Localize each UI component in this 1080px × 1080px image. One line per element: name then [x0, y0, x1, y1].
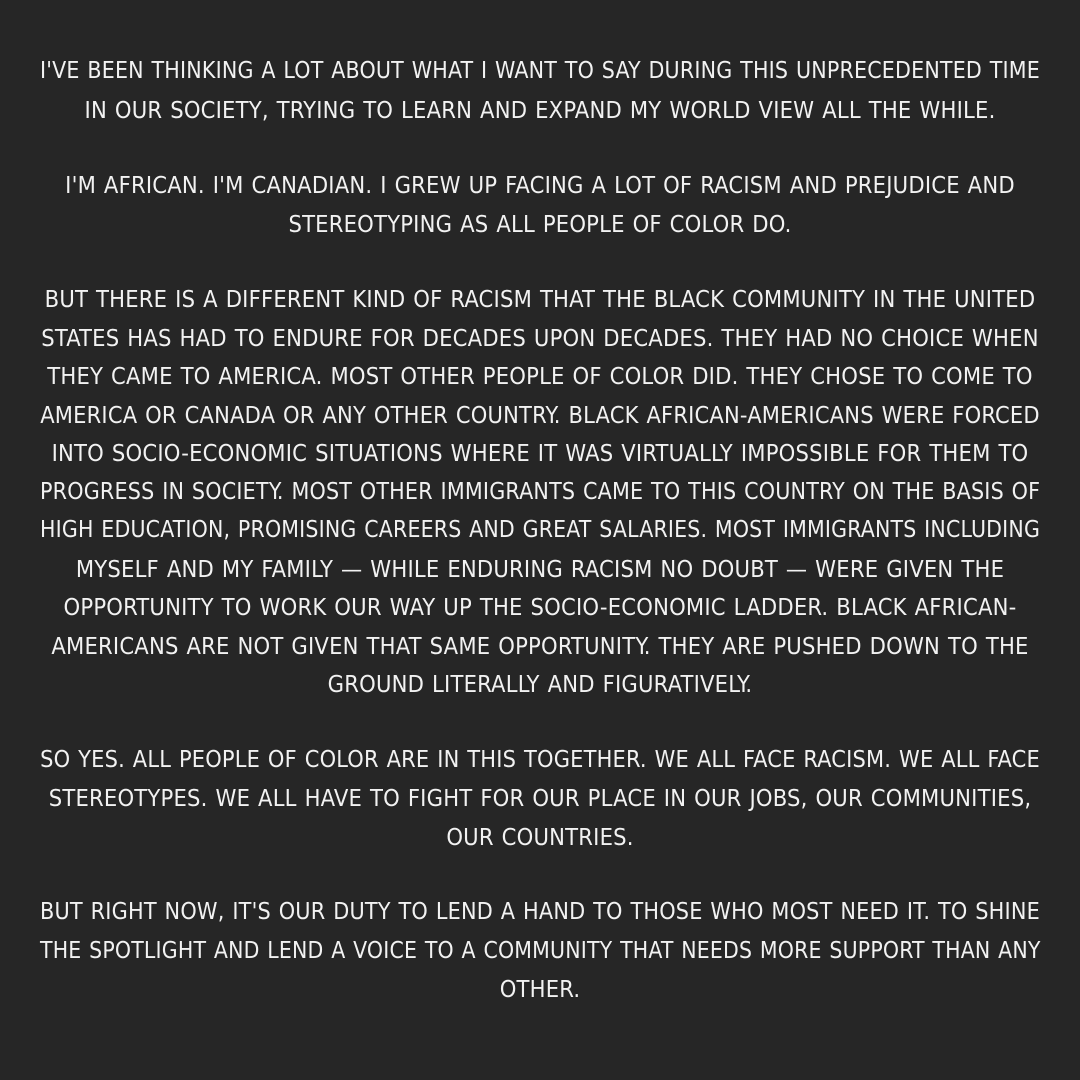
statement-paragraph: [40, 893, 1040, 1009]
statement-line: AMERICANS ARE NOT GIVEN THAT SAME OPPORTUNITY. THEY ARE PUSHED DOWN TO THE: [51, 631, 1029, 660]
statement-paragraph: [40, 280, 1040, 704]
statement-line: IN OUR SOCIETY, TRYING TO LEARN AND EXPAND MY WORLD VIEW ALL THE WHILE.: [84, 95, 996, 124]
statement-paragraph: [40, 52, 1040, 129]
statement-line: BUT THERE IS A DIFFERENT KIND OF RACISM THAT THE BLACK COMMUNITY IN THE UNITED: [44, 285, 1036, 313]
statement-line: STEREOTYPING AS ALL PEOPLE OF COLOR DO.: [288, 209, 792, 238]
statement-line: THE SPOTLIGHT AND LEND A VOICE TO A COMMUNITY THAT NEEDS MORE SUPPORT THAN ANY: [40, 937, 1041, 964]
statement-line: THEY CAME TO AMERICA. MOST OTHER PEOPLE OF COLOR DID. THEY CHOSE TO COME TO: [47, 362, 1033, 390]
statement-line: MYSELF AND MY FAMILY — WHILE ENDURING RACISM NO DOUBT — WERE GIVEN THE: [75, 554, 1005, 583]
statement-paragraph: [40, 741, 1040, 857]
statement-line: STATES HAS HAD TO ENDURE FOR DECADES UPON DECADES. THEY HAD NO CHOICE WHEN: [41, 323, 1039, 352]
statement-line: HIGH EDUCATION, PROMISING CAREERS AND GREAT SALARIES. MOST IMMIGRANTS INCLUDING: [40, 517, 1041, 543]
statement-line: I'M AFRICAN. I'M CANADIAN. I GREW UP FACING A LOT OF RACISM AND PREJUDICE AND: [65, 171, 1015, 199]
statement-line: OPPORTUNITY TO WORK OUR WAY UP THE SOCIO-ECONOMIC LADDER. BLACK AFRICAN-: [63, 593, 1017, 621]
statement-line: BUT RIGHT NOW, IT'S OUR DUTY TO LEND A HAND TO THOSE WHO MOST NEED IT. TO SHINE: [40, 899, 1041, 925]
statement-body: [40, 52, 1040, 1009]
statement-line: I'VE BEEN THINKING A LOT ABOUT WHAT I WANT TO SAY DURING THIS UNPRECEDENTED TIME: [40, 58, 1040, 84]
statement-line: OTHER.: [499, 975, 581, 1003]
statement-line: SO YES. ALL PEOPLE OF COLOR ARE IN THIS TOGETHER. WE ALL FACE RACISM. WE ALL FACE: [40, 745, 1040, 773]
statement-paragraph: [40, 166, 1040, 243]
statement-line: AMERICA OR CANADA OR ANY OTHER COUNTRY. BLACK AFRICAN-AMERICANS WERE FORCED: [40, 400, 1040, 429]
statement-line: GROUND LITERALLY AND FIGURATIVELY.: [327, 670, 753, 698]
statement-line: STEREOTYPES. WE ALL HAVE TO FIGHT FOR OUR PLACE IN OUR JOBS, OUR COMMUNITIES,: [48, 784, 1032, 812]
statement-line: PROGRESS IN SOCIETY. MOST OTHER IMMIGRANTS CAME TO THIS COUNTRY ON THE BASIS OF: [40, 478, 1041, 505]
statement-line: OUR COUNTRIES.: [446, 822, 634, 851]
statement-line: INTO SOCIO-ECONOMIC SITUATIONS WHERE IT WAS VIRTUALLY IMPOSSIBLE FOR THEM TO: [51, 439, 1029, 467]
